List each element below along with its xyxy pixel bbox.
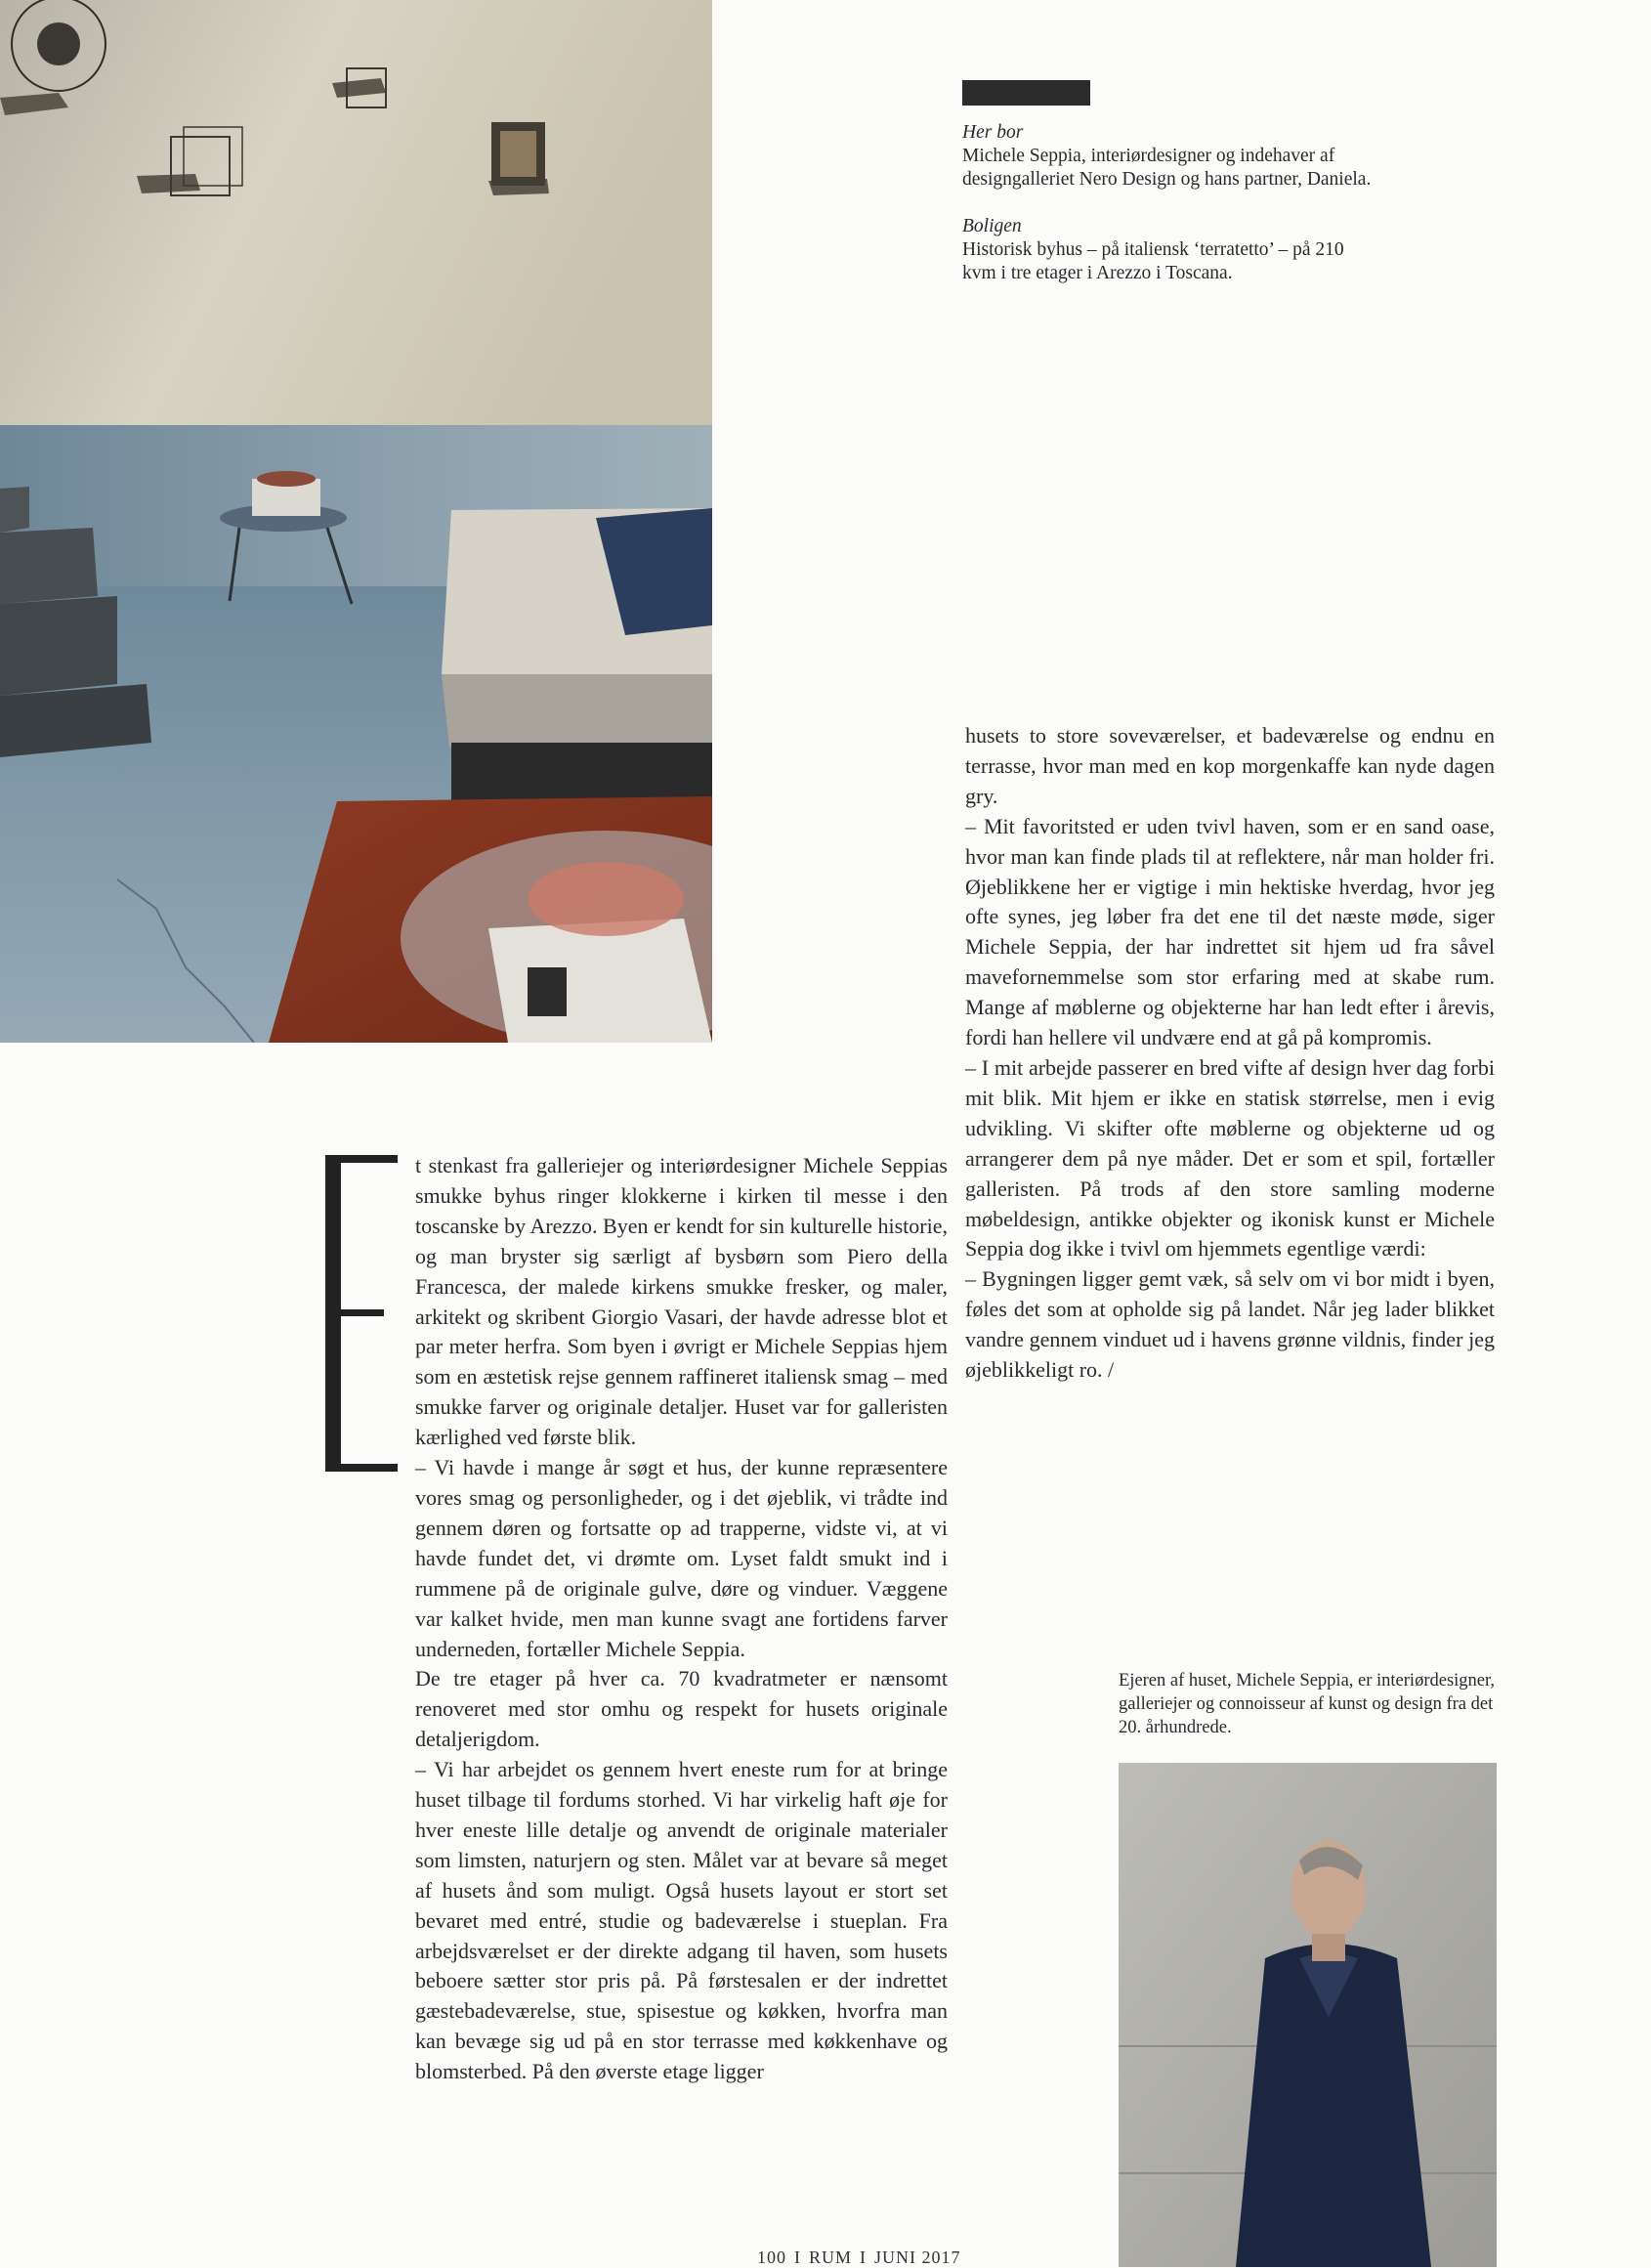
fact-text-residents: Michele Seppia, interiørdesigner og indehaver af designgalleriet Nero Design og hans partner, Daniela. — [962, 146, 1372, 190]
page-number: 100 — [757, 2247, 786, 2267]
paragraph: – I mit arbejde passerer en bred vifte af design hver dag forbi mit blik. Mit hjem er ikke en statisk størrelse, men i evig udvikling. Vi skifter ofte møblerne og objekterne ud og arrangerer dem på nye måder. Det er som et spil, fortæller galleristen. På trods af den store samling moderne møbeldesign, antikke objekter og ikonisk kunst er Michele Seppia dog ikke i tvivl om hjemmets egentlige værdi: — [965, 1054, 1495, 1262]
paragraph-intro: t stenkast fra galleriejer og interiørdesigner Michele Seppias smukke byhus ringer klokkerne i kirken til messe i den toscanske by Arezzo. Byen er kendt for sin kulturelle historie, og man bryster sig særligt af bysbørn som Piero della Francesca, der malede kirkens smukke fresker, og maler, arkitekt og skribent Giorgio Vasari, der havde adresse blot et par meter herfra. Som byen i øvrigt er Michele Seppias hjem som en æstetisk rejse gennem raffineret italiensk smag – med smukke farver og originale detaljer. Huset var for galleristen kærlighed ved første blik. — [415, 1153, 948, 1450]
paragraph: husets to store soveværelser, et badeværelse og endnu en terrasse, hvor man med en kop morgenkaffe kan nyde dagen gry. — [965, 723, 1495, 808]
article-column-left — [415, 1151, 948, 2087]
article-column-right — [965, 721, 1495, 1386]
portrait-photo — [1119, 1763, 1497, 2267]
paragraph: De tre etager på hver ca. 70 kvadratmeter er nænsomt renoveret med stor omhu og respekt for husets originale detaljerigdom. — [415, 1666, 948, 1752]
drop-cap — [325, 1155, 398, 1472]
folio-separator: I — [794, 2247, 801, 2267]
paragraph: – Bygningen ligger gemt væk, så selv om vi bor midt i byen, føles det som at opholde sig på landet. Når jeg lader blikket vandre gennem vinduet ud i havens grønne vildnis, finder jeg øjeblikkeligt ro. / — [965, 1266, 1495, 1383]
folio-separator: I — [860, 2247, 868, 2267]
fact-label-boligen: Boligen — [962, 216, 1022, 236]
fact-label-her-bor: Her bor — [962, 122, 1024, 143]
folio — [757, 2247, 961, 2268]
fact-box — [962, 121, 1373, 285]
paragraph: – Vi har arbejdet os gennem hvert eneste rum for at bringe huset tilbage til fordums storhed. Vi har virkelig haft øje for hver eneste lille detalje og anvendt de originale materialer som limsten, naturjern og sten. Målet var at bevare så meget af husets ånd som muligt. Også husets layout er stort set bevaret med entré, studie og badeværelse i stueplan. Fra arbejdsværelset er der direkte adgang til haven, som husets beboere sætter stor pris på. På førstesalen er der indrettet gæstebadeværelse, stue, spisestue og køkken, hvorfra man kan bevæge sig ud på en stor terrasse med køkkenhave og blomsterbed. På den øverste etage ligger — [415, 1757, 948, 2084]
portrait-caption: Ejeren af huset, Michele Seppia, er interiørdesigner, galleriejer og connoisseur af kunst og design fra det 20. århundrede. — [1119, 1671, 1496, 1737]
fact-text-home: Historisk byhus – på italiensk ‘terratetto’ – på 210 kvm i tre etager i Arezzo i Toscana. — [962, 239, 1344, 283]
paragraph: – Mit favoritsted er uden tvivl haven, som er en sand oase, hvor man kan finde plads til at reflektere, når man holder fri. Øjeblikkene her er vigtige i min hektiske hverdag, hvor jeg ofte synes, jeg løber fra det ene til det næste møde, siger Michele Seppia, der har indrettet sit hjem ud fra såvel mavefornemmelse som stor erfaring med at skabe rum. Mange af møblerne og objekterne har han ledt efter i årevis, fordi han hellere vil undvære end at gå på kompromis. — [965, 813, 1495, 1050]
section-tag-bar — [962, 80, 1090, 106]
drop-cap-letter — [325, 1472, 326, 1473]
magazine-name: RUM — [809, 2247, 853, 2267]
interior-photo — [0, 0, 712, 1043]
issue-date: JUNI 2017 — [874, 2247, 961, 2267]
paragraph: – Vi havde i mange år søgt et hus, der kunne repræsentere vores smag og personligheder, og i det øjeblik, vi trådte ind gennem døren og fortsatte op ad trapperne, vidste vi, at vi havde fundet det, vi drømte om. Lyset faldt smukt ind i rummene på de originale gulve, døre og vinduer. Væggene var kalket hvide, men man kunne svagt ane fortidens farver underneden, fortæller Michele Seppia. — [415, 1455, 948, 1661]
